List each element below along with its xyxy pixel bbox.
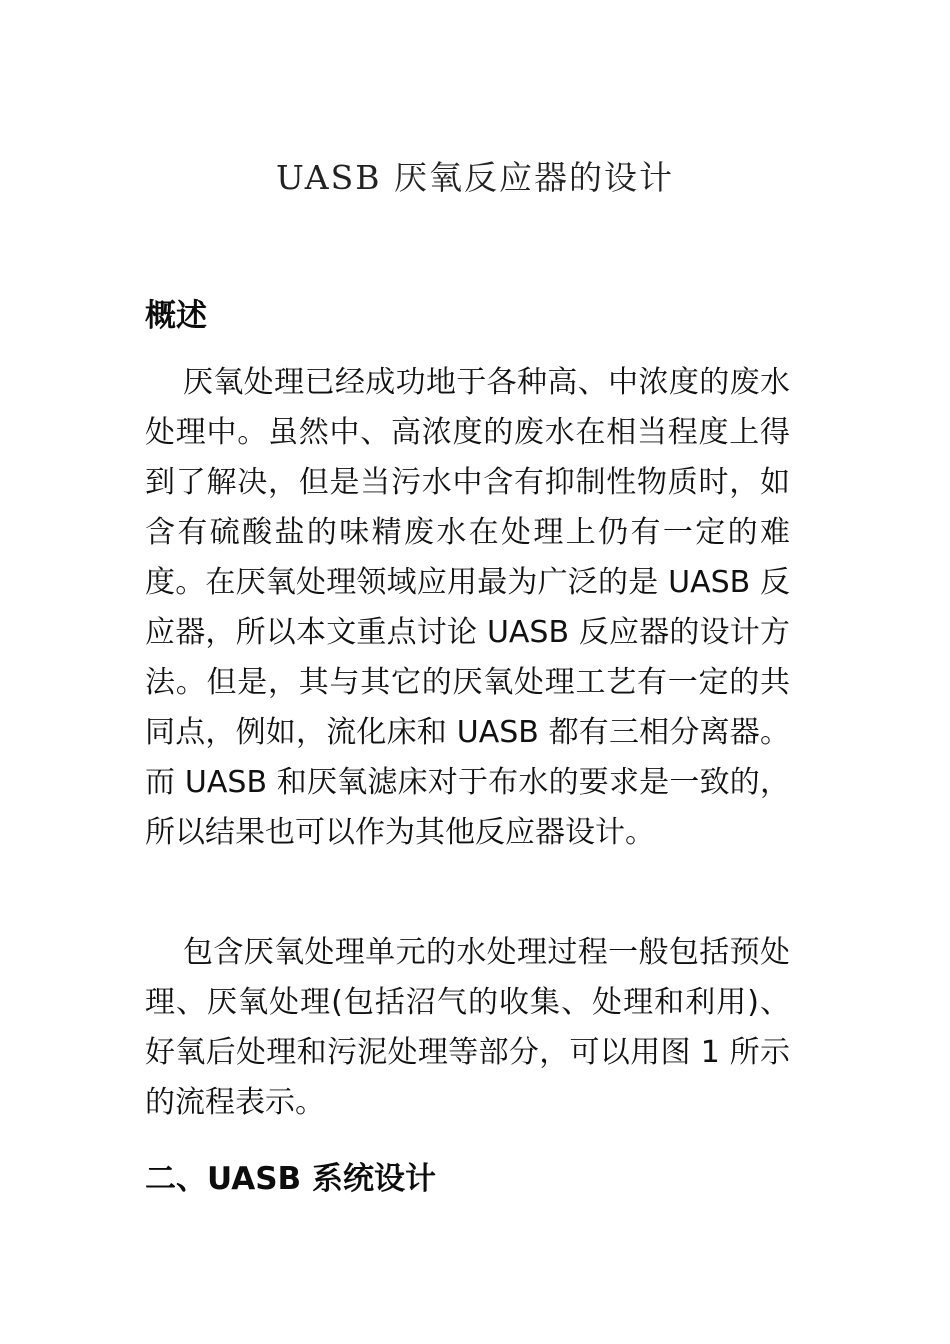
section-heading-overview: 概述 bbox=[145, 298, 207, 334]
document-title: UASB 厌氧反应器的设计 bbox=[276, 158, 674, 197]
paragraph-overview-1: 厌氧处理已经成功地于各种高、中浓度的废水处理中。虽然中、高浓度的废水在相当程度上得到了解决，但是当污水中含有抑制性物质时，如含有硫酸盐的味精废水在处理上仍有一定的难度。在厌氧处理领域应用最为广泛的是 UASB 反应器，所以本文重点讨论 UASB 反应器的设计方法。但是，其与其它的厌氧处理工艺有一定的共同点，例如，流化床和 UASB 都有三相分离器。而 UASB 和厌氧滤床对于布水的要求是一致的，所以结果也可以作为其他反应器设计。 bbox=[145, 365, 790, 850]
section-heading-uasb-system-design: 二、UASB 系统设计 bbox=[145, 1161, 436, 1197]
paragraph-overview-2: 包含厌氧处理单元的水处理过程一般包括预处理、厌氧处理(包括沼气的收集、处理和利用)、好氧后处理和污泥处理等部分，可以用图 1 所示的流程表示。 bbox=[145, 935, 790, 1120]
